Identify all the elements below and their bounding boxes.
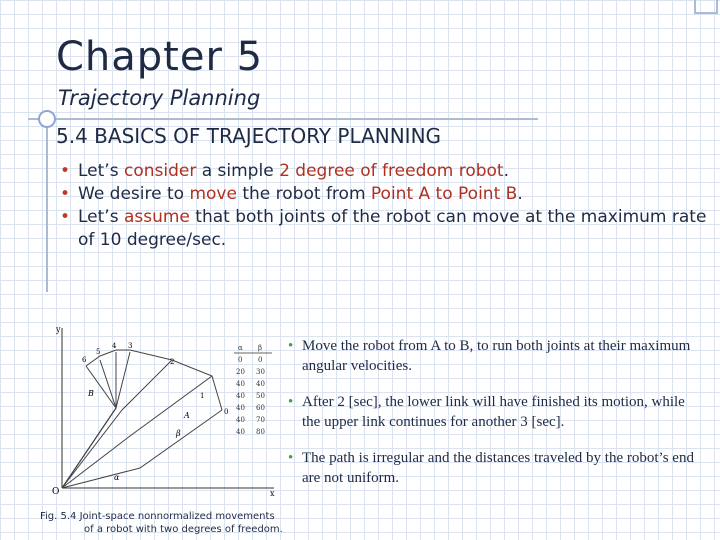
table-cell: 40 [256,380,265,388]
table-cell: 40 [236,392,245,400]
bullet-text: . [517,184,523,204]
bullet-highlight: 2 degree of freedom robot [279,161,504,181]
bullet-text: the robot from [236,184,371,204]
bullet-dot-icon: • [60,161,71,181]
beta-label: β [176,429,181,438]
bullet-highlight: consider [123,161,197,181]
bullet-item [58,183,708,206]
link-config-2 [62,358,175,488]
link-config-5 [62,360,116,488]
alpha-label: α [114,473,120,482]
link-config-1 [62,376,212,488]
explanation-list [288,336,698,504]
bullet-item [58,206,708,252]
bullet-dot-icon: • [288,394,294,410]
table-header-alpha: α [238,344,243,352]
bullet-highlight: assume [123,207,190,227]
point-b-label: B [88,389,94,398]
position-label-0: 0 [224,408,229,416]
angle-table [234,344,272,436]
robot-trajectory-figure [42,318,280,506]
position-label-5: 5 [96,348,101,356]
table-cell: 0 [238,356,243,364]
bullet-list [58,160,708,252]
position-label-1: 1 [200,392,205,400]
bullet-dot-icon: • [288,338,294,354]
link-config-0 [62,410,222,488]
explanation-text: The path is irregular and the distances traveled by the robot’s end are not uniform. [302,450,694,486]
table-cell: 40 [236,416,245,424]
explanation-item [288,392,698,432]
bullet-text: that both joints of the robot can move at the maximum rate of 10 degree/sec. [78,207,707,250]
caption-line: of a robot with two degrees of freedom. [84,524,283,535]
table-cell: 20 [236,368,245,376]
table-cell: 40 [236,428,245,436]
explanation-text: After 2 [sec], the lower link will have finished its motion, while the upper link continues for another 3 [sec]. [302,394,685,430]
table-cell: 30 [256,368,265,376]
circle-decoration [38,110,56,128]
table-cell: 0 [258,356,263,364]
link-positions [62,350,222,488]
bullet-text: We desire to [78,184,190,204]
position-label-3: 3 [128,342,133,350]
table-cell: 80 [256,428,265,436]
x-axis-label: x [270,489,275,498]
bullet-highlight: Point A to Point B [370,184,518,204]
explanation-text: Move the robot from A to B, to run both joints at their maximum angular velocities. [302,338,691,374]
table-header-beta: β [258,344,263,352]
bullet-dot-icon: • [60,184,71,204]
bullet-dot-icon: • [60,207,71,227]
table-cell: 60 [256,404,265,412]
horizontal-rule-decoration [28,118,538,120]
vertical-rule-decoration [46,112,48,292]
figure-caption [40,510,300,536]
table-cell: 40 [236,404,245,412]
bullet-item [58,160,708,183]
bullet-text: a simple [196,161,280,181]
caption-line: Fig. 5.4 Joint-space nonnormalized movements [40,511,275,522]
section-heading: 5.4 BASICS OF TRAJECTORY PLANNING [56,124,442,148]
slide-subtitle: Trajectory Planning [58,86,261,110]
y-axis-label: y [56,325,61,334]
bullet-text: Let’s [78,161,124,181]
position-label-2: 2 [170,358,175,366]
position-label-6: 6 [82,356,87,364]
table-cell: 70 [256,416,265,424]
origin-label: O [52,487,60,497]
explanation-item [288,448,698,488]
corner-tab-decoration [694,0,718,14]
table-cell: 50 [256,392,265,400]
position-label-4: 4 [112,342,117,350]
link-config-3 [62,352,130,488]
explanation-item [288,336,698,376]
bullet-dot-icon: • [288,450,294,466]
bullet-text: . [503,161,510,181]
slide-title: Chapter 5 [56,34,264,80]
bullet-text: Let’s [78,207,124,227]
table-cell: 40 [236,380,245,388]
point-a-label: A [184,411,190,420]
bullet-highlight: move [189,184,237,204]
